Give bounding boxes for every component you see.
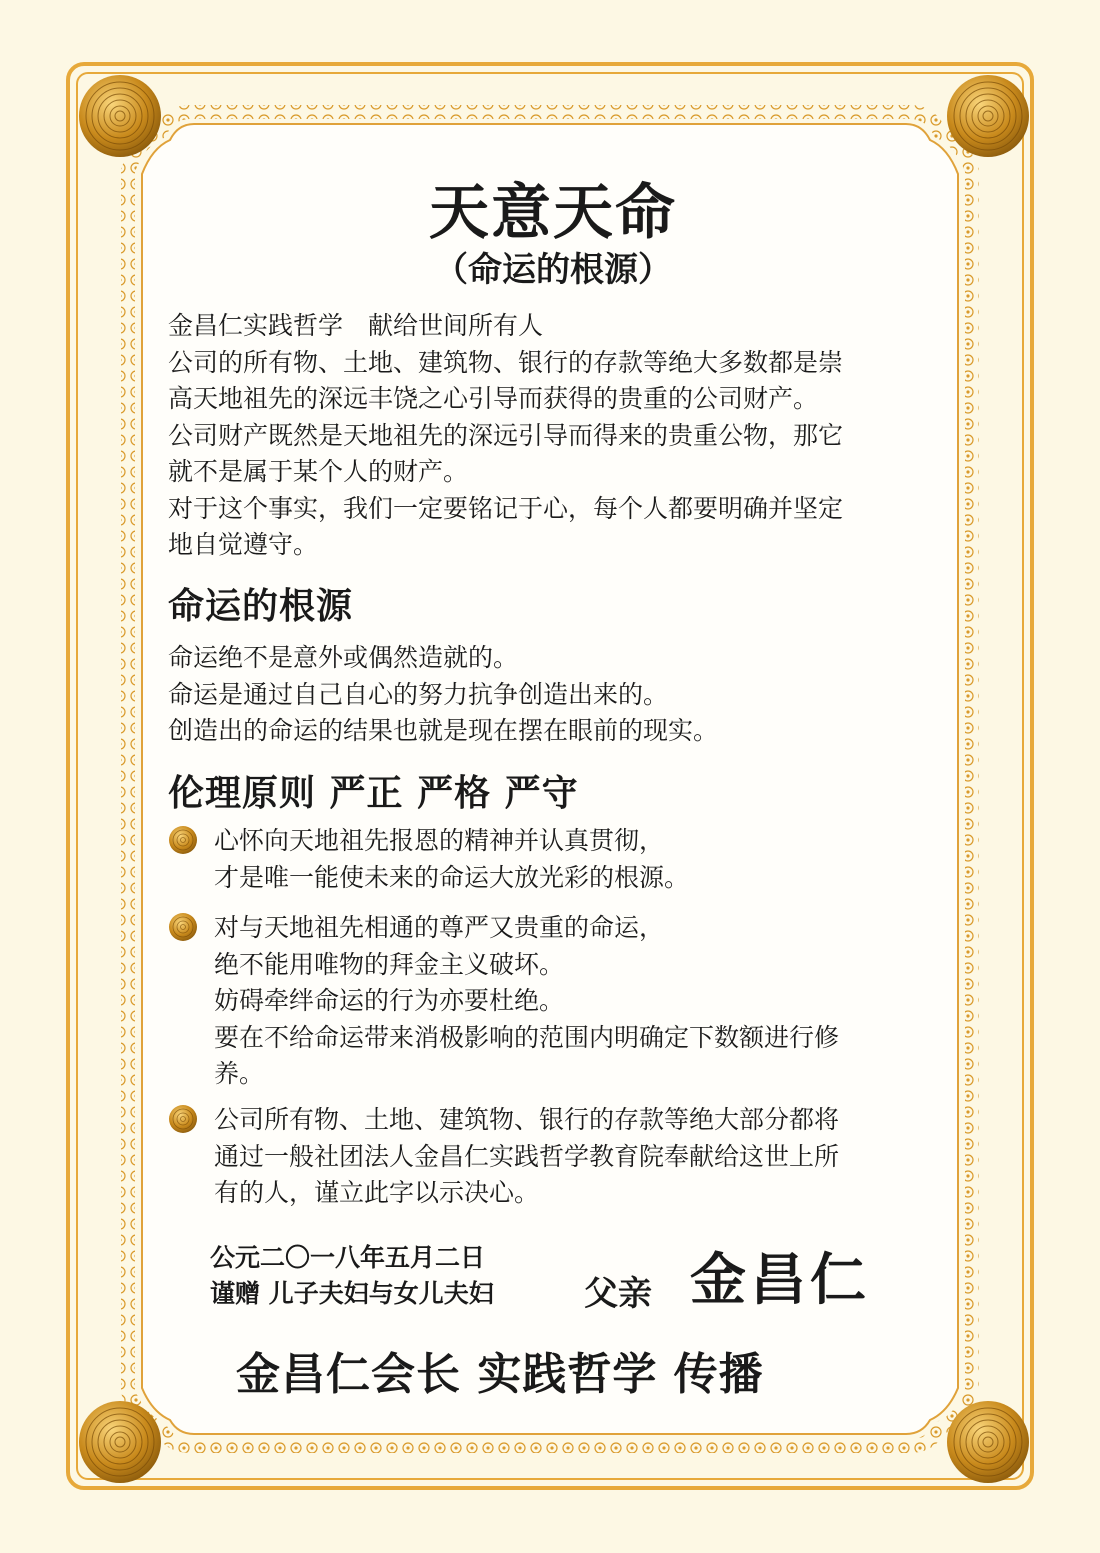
intro-line: 地自觉遵守。 [168, 530, 319, 559]
gold-coin-icon [78, 74, 162, 158]
intro-line: 高天地祖先的深远丰饶之心引导而获得的贵重的公司财产。 [168, 384, 819, 413]
list-item-text [214, 910, 914, 1093]
section-heading-ethics: 伦理原则 严正 严格 严守 [168, 773, 579, 814]
section-heading-fate: 命运的根源 [168, 586, 354, 627]
list-item-line: 养。 [214, 1059, 265, 1088]
list-item-line: 绝不能用唯物的拜金主义破坏。 [214, 949, 565, 979]
fate-line: 创造出的命运的结果也就是现在摆在眼前的现实。 [168, 716, 719, 745]
fate-paragraph [168, 640, 938, 750]
list-item-line: 对与天地祖先相通的尊严又贵重的命运， [214, 913, 665, 942]
gold-coin-icon [946, 1400, 1030, 1484]
intro-line: 就不是属于某个人的财产。 [168, 457, 469, 486]
list-item-line: 公司所有物、土地、建筑物、银行的存款等绝大部分都将 [214, 1105, 840, 1134]
list-item-line: 才是唯一能使未来的命运大放光彩的根源。 [214, 862, 690, 892]
signature-name: 金昌仁 [690, 1248, 870, 1313]
list-item-text [214, 823, 914, 896]
list-item-line: 心怀向天地祖先报恩的精神并认真贯彻， [214, 826, 665, 855]
gold-bullet-icon [168, 1104, 198, 1134]
list-item [168, 1102, 928, 1212]
intro-line: 对于这个事实，我们一定要铭记于心，每个人都要明确并坚定 [168, 493, 844, 523]
list-item-line: 要在不给命运带来消极影响的范围内明确定下数额进行修 [214, 1022, 840, 1052]
list-item [168, 910, 928, 1093]
gold-coin-icon [946, 74, 1030, 158]
signature-relation: 父亲 [584, 1274, 652, 1314]
fate-line: 命运绝不是意外或偶然造就的。 [168, 643, 519, 672]
intro-line: 公司的所有物、土地、建筑物、银行的存款等绝大多数都是崇 [168, 347, 844, 377]
gold-bullet-icon [168, 912, 198, 942]
intro-line: 公司财产既然是天地祖先的深远引导而得来的贵重公物，那它 [168, 420, 844, 450]
list-item [168, 823, 928, 896]
page-title: 天意天命 [429, 178, 677, 248]
gold-coin-icon [78, 1400, 162, 1484]
fate-line: 命运是通过自己自心的努力抗争创造出来的。 [168, 679, 669, 709]
list-item-line: 妨碍牵绊命运的行为亦要杜绝。 [214, 986, 565, 1015]
list-item-line: 通过一般社团法人金昌仁实践哲学教育院奉献给这世上所 [214, 1141, 840, 1171]
gold-bullet-icon [168, 825, 198, 855]
intro-line: 金昌仁实践哲学 献给世间所有人 [168, 311, 544, 340]
list-item-text [214, 1102, 914, 1212]
page-subtitle: （命运的根源） [434, 250, 672, 290]
signature-dedication: 谨赠 儿子夫妇与女儿夫妇 [210, 1279, 494, 1308]
footer-banner: 金昌仁会长 实践哲学 传播 [236, 1349, 764, 1400]
intro-paragraph [168, 308, 938, 564]
signature-date: 公元二〇一八年五月二日 [210, 1243, 486, 1272]
list-item-line: 有的人，谨立此字以示决心。 [214, 1178, 540, 1207]
